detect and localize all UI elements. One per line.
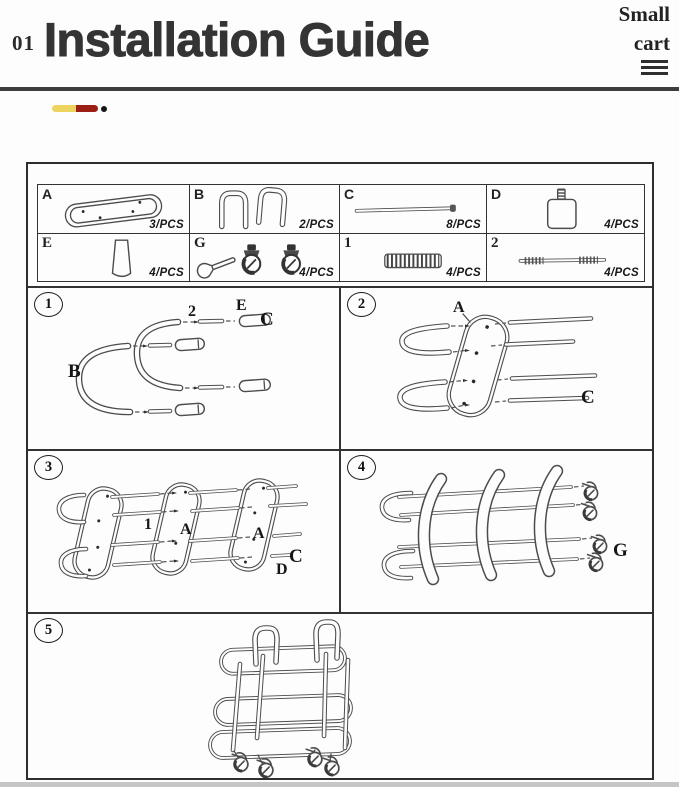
part-qty: 4/PCS	[149, 267, 184, 279]
part-label: C	[344, 186, 355, 202]
part-qty: 2/PCS	[299, 218, 334, 231]
tray-ring	[444, 312, 512, 420]
step3-label-a: A	[180, 521, 192, 538]
part-label: A	[42, 186, 53, 202]
part-cell-1	[340, 234, 487, 283]
part-qty: 4/PCS	[299, 267, 334, 279]
u-handle-tube	[400, 326, 449, 409]
sleeve-cylinders	[175, 314, 271, 416]
step-number-badge: 3	[34, 455, 63, 480]
caster-icon	[582, 502, 597, 520]
part-qty: 8/PCS	[446, 218, 481, 231]
step-2-panel	[341, 288, 652, 449]
caster-icon	[588, 553, 603, 571]
brand-line-1: Small	[618, 2, 670, 26]
caster-icon	[283, 244, 300, 272]
caster-icon	[323, 757, 339, 775]
part-cell-c	[340, 185, 487, 234]
accent-dot	[101, 106, 107, 112]
brand-name	[619, 0, 670, 58]
step2-label-c: C	[581, 387, 595, 408]
part-label: 1	[344, 234, 352, 251]
step4-diagram	[341, 451, 652, 612]
part-qty: 4/PCS	[604, 267, 639, 279]
step1-label-c: C	[260, 309, 274, 330]
page-number: 01	[12, 31, 35, 55]
part-cell-d	[487, 185, 645, 234]
caster-icon	[243, 244, 260, 272]
photo-edge-strip	[0, 782, 679, 787]
instruction-box	[26, 162, 654, 780]
part-label: D	[491, 186, 502, 202]
part-qty: 4/PCS	[604, 218, 639, 231]
caster-icon	[592, 535, 607, 553]
part-cell-g	[190, 234, 340, 283]
step3-label-d: D	[276, 561, 288, 578]
accent-bar-red	[76, 105, 98, 112]
part-cell-e	[38, 234, 190, 283]
step5-diagram-finished-cart	[28, 614, 652, 778]
connector-rods	[150, 321, 222, 412]
part-qty: 4/PCS	[446, 267, 481, 279]
step4-label-g: G	[613, 540, 628, 561]
step1-label-2: 2	[188, 303, 196, 320]
step-3-panel	[28, 451, 339, 612]
caster-icon	[257, 759, 273, 777]
part-cell-b	[190, 185, 340, 234]
step3-label-1: 1	[144, 516, 152, 533]
part-qty: 3/PCS	[149, 218, 184, 231]
step1-label-b: B	[68, 361, 81, 382]
step1-label-e: E	[236, 297, 247, 314]
u-handle-tube	[79, 322, 180, 412]
step3-label-c: C	[289, 546, 303, 567]
part-label: E	[42, 234, 53, 251]
step-number-badge: 4	[347, 455, 376, 480]
caster-icon	[583, 482, 598, 500]
step-number-badge: 1	[34, 292, 63, 317]
step2-diagram	[341, 288, 652, 449]
step-5-panel	[28, 614, 652, 778]
hamburger-menu-icon[interactable]	[641, 60, 668, 79]
shelf-ring	[210, 646, 352, 759]
accent-bar-yellow	[52, 105, 76, 112]
part-cell-2	[487, 234, 645, 283]
brand-line-2: cart	[633, 31, 670, 55]
page-title: Installation Guide	[44, 13, 430, 66]
step-1-panel	[28, 288, 339, 449]
step3-label-a: A	[253, 525, 265, 542]
part-label: 2	[491, 234, 499, 251]
header-divider	[0, 87, 679, 91]
part-label: B	[194, 186, 205, 202]
cart-posts	[233, 654, 348, 750]
step-4-panel	[341, 451, 652, 612]
part-label: G	[194, 234, 206, 251]
step-number-badge: 2	[347, 292, 376, 317]
part-cell-a	[38, 185, 190, 234]
parts-table	[37, 184, 645, 282]
step2-label-a: A	[453, 299, 465, 316]
step-number-badge: 5	[34, 618, 63, 643]
wrench-icon	[195, 252, 237, 280]
